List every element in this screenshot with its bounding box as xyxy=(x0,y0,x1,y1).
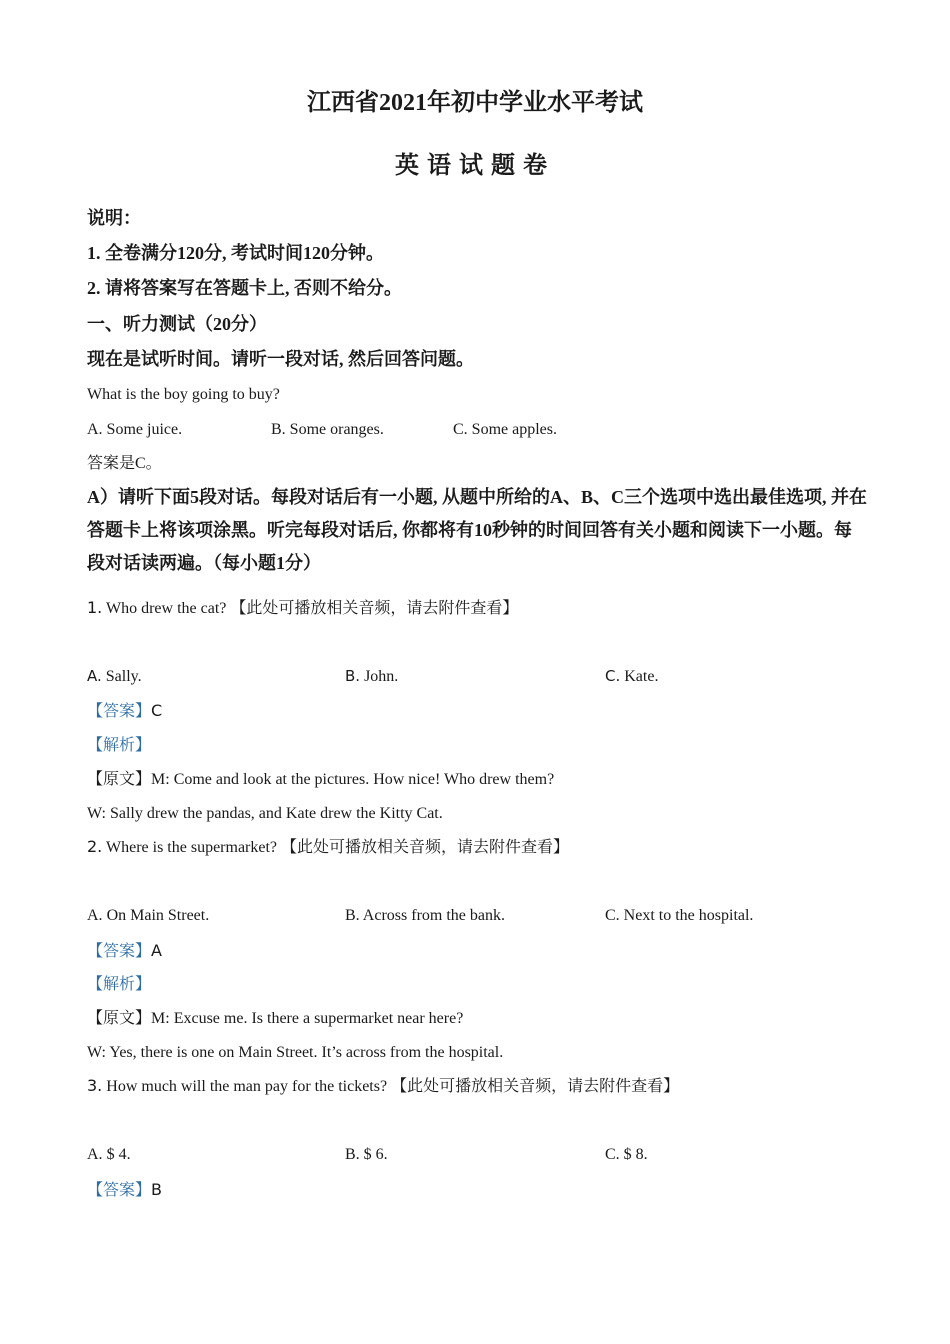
exam-subtitle: 英语试题卷 xyxy=(395,153,555,179)
option-a: A. $ 4. xyxy=(87,1146,131,1163)
question-text: Who drew the cat? xyxy=(105,600,227,617)
question-number: 3. xyxy=(87,1076,103,1095)
trial-question: What is the boy going to buy? xyxy=(87,386,280,403)
trial-option: B. Some oranges. xyxy=(271,421,384,438)
analysis-line xyxy=(87,974,151,996)
audio-note: 【此处可播放相关音频，请去附件查看】 xyxy=(391,1078,680,1095)
question-1 xyxy=(87,597,518,620)
question-text: Where is the supermarket? xyxy=(105,839,278,856)
answer-line xyxy=(87,940,162,963)
instruction-item: 1. 全卷满分120分, 考试时间120分钟。 xyxy=(87,243,384,263)
original-line: W: Sally drew the pandas, and Kate drew the Kitty Cat. xyxy=(87,805,443,822)
answer-line xyxy=(87,1179,162,1202)
option-a: A. Sally. xyxy=(87,667,142,685)
answer-tag: 【答案】 xyxy=(87,943,152,960)
original-tag: 【原文】 xyxy=(87,771,152,788)
option-c: C. $ 8. xyxy=(605,1146,648,1163)
analysis-tag: 【解析】 xyxy=(87,976,152,993)
audio-note: 【此处可播放相关音频，请去附件查看】 xyxy=(281,839,570,856)
original-line: 【原文】M: Come and look at the pictures. How nice! Who drew them? xyxy=(87,771,555,788)
answer-tag: 【答案】 xyxy=(87,1182,152,1199)
original-line: W: Yes, there is one on Main Street. It’s across from the hospital. xyxy=(87,1044,504,1061)
question-number: 2. xyxy=(87,837,103,856)
question-text: How much will the man pay for the tickets? xyxy=(106,1078,388,1095)
question-3 xyxy=(87,1075,679,1098)
trial-answer: 答案是C。 xyxy=(87,455,162,472)
analysis-tag: 【解析】 xyxy=(87,737,152,754)
instruction-item: 2. 请将答案写在答题卡上, 否则不给分。 xyxy=(87,278,402,298)
audio-note: 【此处可播放相关音频，请去附件查看】 xyxy=(230,600,519,617)
question-2 xyxy=(87,836,569,859)
option-c: C. Next to the hospital. xyxy=(605,907,754,924)
part-a-instruction: A）请听下面5段对话。每段对话后有一小题, 从题中所给的A、B、C三个选项中选出最佳选项, 并在答题卡上将该项涂黑。听完每段对话后, 你都将有10秒钟的时间回答有关小题和阅读下一小题。每段对话读两遍。（每小题1分） xyxy=(87,487,867,573)
option-c: C. Kate. xyxy=(605,667,659,685)
option-a: A. On Main Street. xyxy=(87,907,210,924)
answer-value: C xyxy=(151,701,163,720)
option-b: B. John. xyxy=(345,667,399,685)
original-tag: 【原文】 xyxy=(87,1010,152,1027)
option-b: B. Across from the bank. xyxy=(345,907,505,924)
trial-option: C. Some apples. xyxy=(453,421,557,438)
question-number: 1. xyxy=(87,598,103,617)
instructions-label: 说明： xyxy=(87,208,141,228)
trial-option: A. Some juice. xyxy=(87,421,183,438)
trial-intro: 现在是试听时间。请听一段对话, 然后回答问题。 xyxy=(87,349,474,369)
section-heading: 一、听力测试（20分） xyxy=(87,314,267,334)
answer-tag: 【答案】 xyxy=(87,703,152,720)
answer-value: B xyxy=(151,1180,162,1199)
analysis-line xyxy=(87,735,151,757)
answer-line xyxy=(87,700,162,723)
answer-value: A xyxy=(151,941,162,960)
exam-title: 江西省2021年初中学业水平考试 xyxy=(307,90,643,116)
original-line: 【原文】M: Excuse me. Is there a supermarket near here? xyxy=(87,1010,464,1027)
option-b: B. $ 6. xyxy=(345,1146,388,1163)
